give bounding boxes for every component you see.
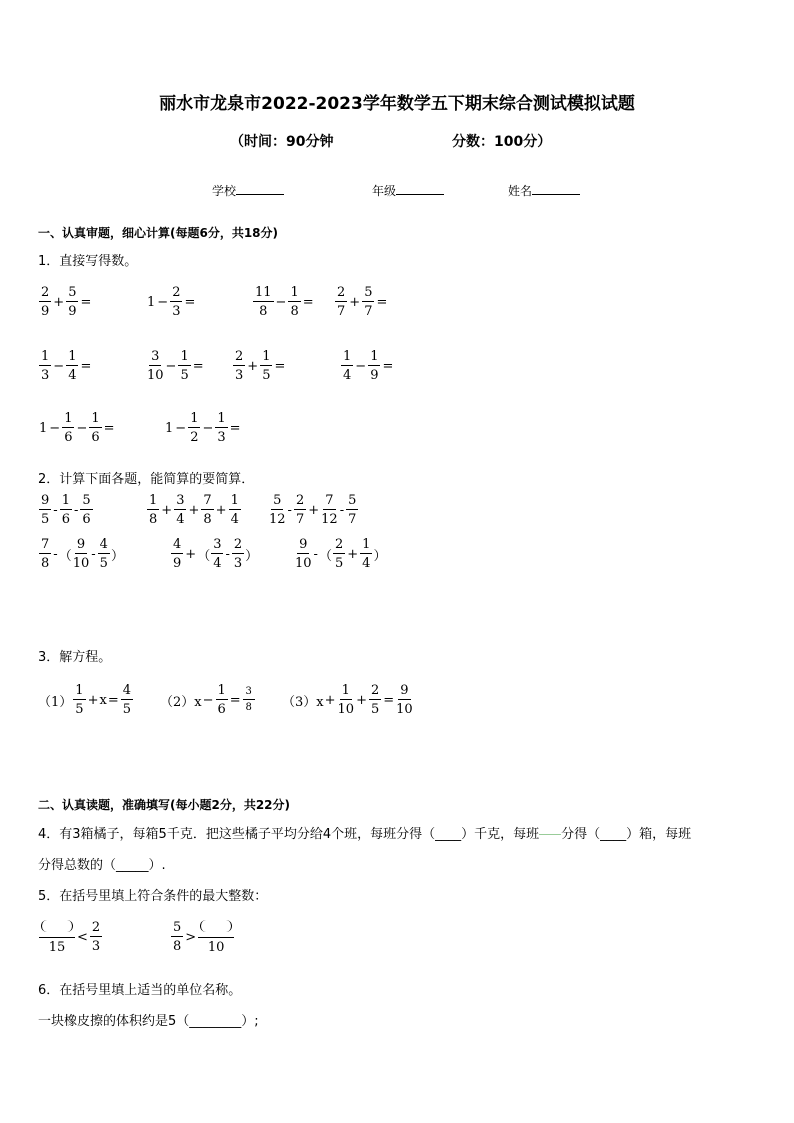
section-2-heading: 二、认真读题，准确填写(每小题2分，共22分) [38,798,291,812]
q1-expr-1: $\frac{2}{9}$ + $\frac{5}{9}$ = [41,285,92,319]
school-label: 学校 [212,184,237,198]
question-4-line-1 [38,823,758,842]
q1-expr-4: $\frac{2}{7}$ + $\frac{5}{7}$ = [337,285,388,319]
equation-3: （3）x + $\frac{1}{10}$ + $\frac{2}{5}$ = $\frac{9}{10}$ [282,683,413,717]
name-field[interactable] [508,182,580,199]
q2-expr-1: $\frac{9}{5}$ - $\frac{1}{6}$ - $\frac{5}{6}$ [41,493,91,527]
name-label: 姓名 [508,184,533,198]
page-title: 丽水市龙泉市2022-2023学年数学五下期末综合测试模拟试题 [159,94,635,114]
question-6: 6．在括号里填上适当的单位名称。 [38,983,242,998]
question-1: 1．直接写得数。 [38,254,138,269]
q2-expr-4: $\frac{7}{8}$ - （ $\frac{9}{10}$ - $\frac{4}{5}$ ） [41,537,124,571]
question-6-item: 一块橡皮擦的体积约是5（________）; [38,1014,259,1029]
question-3: 3．解方程。 [38,650,112,665]
equation-1: （1） $\frac{1}{5}$ + x = $\frac{4}{5}$ [38,683,131,717]
q2-expr-5: $\frac{4}{9}$ + （ $\frac{3}{4}$ - $\frac{2}{3}$ ） [173,537,259,571]
q1-expr-10: 1 − $\frac{1}{2}$ − $\frac{1}{3}$ = [165,411,241,445]
q1-expr-3: $\frac{11}{8}$ − $\frac{1}{8}$ = [255,285,314,319]
question-4-line-2: 分得总数的（_____）. [38,858,166,873]
answer-blank[interactable] [41,920,73,932]
question-5: 5．在括号里填上符合条件的最大整数： [38,889,268,904]
q4-text: 4．有3箱橘子，每箱5千克．把这些橘子平均分给4个班，每班分得（____）千克，每班 [38,827,540,842]
score-info: 分数：100分） [452,134,552,150]
section-1-heading: 一、认真审题，细心计算(每题6分，共18分) [38,226,279,240]
grade-label: 年级 [372,184,397,198]
grade-field[interactable] [372,182,444,199]
q4-text-mid: 分得（____）箱，每班 [561,827,692,842]
q2-expr-6: $\frac{9}{10}$ - （ $\frac{2}{5}$ + $\frac{1}{4}$ ） [295,537,387,571]
q5-inequality-2: $\frac{5}{8}$ > 10 [170,920,235,954]
q2-expr-3: $\frac{5}{12}$ - $\frac{2}{7}$ + $\frac{7}{12}$ - $\frac{5}{7}$ [269,493,357,527]
q1-expr-6: $\frac{3}{10}$ − $\frac{1}{5}$ = [147,349,204,383]
q1-expr-9: 1 − $\frac{1}{6}$ − $\frac{1}{6}$ = [39,411,115,445]
school-field[interactable] [212,182,284,199]
answer-blank[interactable] [200,920,232,932]
q2-expr-2: $\frac{1}{8}$ + $\frac{3}{4}$ + $\frac{7}{8}$ + $\frac{1}{4}$ [149,493,239,527]
time-info: （时间：90分钟 [230,134,334,150]
q1-expr-7: $\frac{2}{3}$ + $\frac{1}{5}$ = [235,349,286,383]
q1-expr-8: $\frac{1}{4}$ − $\frac{1}{9}$ = [343,349,394,383]
equation-2: （2）x − $\frac{1}{6}$ = $\frac{3}{8}$ [160,684,256,716]
question-2: 2．计算下面各题，能简算的要简算． [38,472,255,487]
q1-expr-2: 1 − $\frac{2}{3}$ = [147,285,196,319]
q5-inequality-1: 15 < $\frac{2}{3}$ [38,920,103,954]
q1-expr-5: $\frac{1}{3}$ − $\frac{1}{4}$ = [41,349,92,383]
